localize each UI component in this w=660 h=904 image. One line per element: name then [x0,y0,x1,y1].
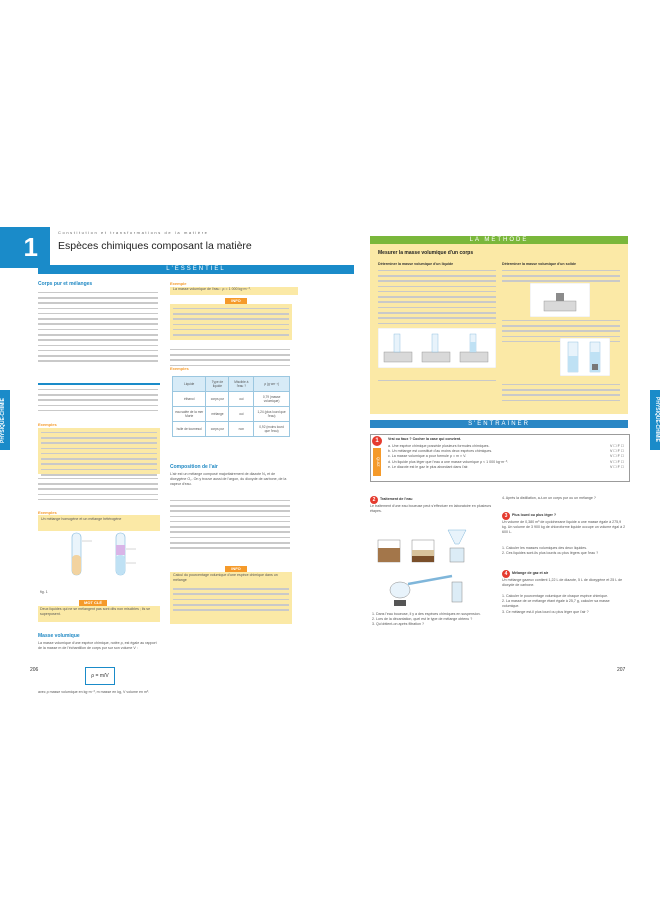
beaker-mud [378,540,400,562]
chapter-label: Constitution et transformations de la matière [58,230,209,235]
water-treatment-figure [372,520,492,612]
exercise-2-number: 2 [370,496,378,504]
vf-checkbox[interactable]: V ☐ F ☐ [609,449,624,454]
text-lines-2 [38,385,158,415]
method-right-title: Déterminer la masse volumique d'un solide [502,262,576,266]
method-balances [378,328,496,368]
list-item: a. Une espèce chimique possède plusieurs formules chimiques. V ☐ F ☐ [388,444,624,448]
list-item: e. Le diazote est le gaz le plus abondant dans l'air. V ☐ F ☐ [388,464,624,469]
examples-label-2: Exemples [38,510,57,515]
list-item: 2. Lors de la décantation, quel est le type de mélange obtenu ? [372,617,473,622]
tube-2-layer-1 [116,545,125,555]
vf-checkbox[interactable]: V ☐ F ☐ [609,459,624,464]
massvol-text: La masse volumique d'une espèce chimique, notée ρ, est égale au rapport de la masse m de l'échantillon de corps pur sur son volume V : [38,641,157,651]
properties-table [172,376,290,437]
ex3-text: Un volume de 0,380 m³ de cyclohexane liquide a une masse égale à 275,9 kg. Un volume de 3 900 kg de chloroforme liquide occupe un volume égal à 2 600 L. [502,520,626,535]
list-item: 3. Qu'obtient-on après filtration ? [372,622,425,627]
exercise-1-number: 1 [372,436,382,446]
method-right-lines-3 [502,380,620,405]
table-row: eau salée de la mer Morte mélange oui 1,24 (plus lourd que l'eau) [173,407,290,422]
method-left-lines-2 [378,376,496,385]
th-rho: ρ (g·cm⁻³) [254,377,290,392]
ex4-text: Un mélange gazeux contient 1,22 L de diazote, 5 L de dioxygène et 25 L de dioxyde de carbone. [502,578,623,588]
ex2-questions [372,612,496,628]
info-box [170,304,292,340]
exercise-4-number: 4 [502,570,510,578]
ex1-items [388,444,624,470]
mixture-label: Un mélange homogène et un mélange hétérogène [41,517,122,521]
right-col-example-label: Exemple [170,281,187,286]
list-item: 1. Calculer le pourcentage volumique de chaque espèce chimique. [502,594,609,598]
entrainer-band: S'ENTRAÎNER [370,420,628,428]
text-lines-3 [38,474,158,504]
air-sub-box: Calcul du pourcentage volumique d'une espèce chimique dans un mélange [173,573,278,583]
list-item: 2. La masse de ce mélange étant égale à 25,7 g, calculer sa masse volumique. [502,599,610,609]
list-item: 1. Dans l'eau boueuse, il y a des espèces chimiques en suspension. [372,612,481,616]
list-item: c. La masse volumique a pour formule ρ = m × V. V ☐ F ☐ [388,454,624,459]
section-air: Composition de l'air [170,464,218,470]
examples-label: Exemples [38,422,57,427]
vf-checkbox[interactable]: V ☐ F ☐ [609,464,624,469]
list-item: 2. Ces liquides sont-ils plus lourds ou plus légers que l'eau ? [502,551,599,556]
table-row: huile de tournesol corps pur non 0,92 (moins lourd que l'eau) [173,422,290,437]
chapter-number: 1 [23,232,38,262]
vf-checkbox[interactable]: V ☐ F ☐ [609,454,624,459]
ex3-questions [502,546,626,556]
ex4-title: Mélange de gaz et air [512,571,549,575]
quiz-label: QUIZ [373,448,381,476]
vf-checkbox[interactable]: V ☐ F ☐ [609,444,624,448]
funnel [448,530,466,562]
air-calc-box [170,572,292,624]
formula-units: avec ρ masse volumique en kg·m⁻³, m masse en kg, V volume en m³. [38,690,150,694]
tube-1-liquid [72,555,81,575]
chapter-title: Espèces chimiques composant la matière [58,240,252,252]
examples-label-3: Exemples [170,366,189,371]
side-tab-right: PHYSIQUE-CHIMIE [650,390,660,450]
solid-balance [530,283,590,317]
list-item: d. Un liquide plus léger que l'eau a une masse volumique ρ < 1 000 kg·m⁻³. V ☐ F ☐ [388,459,624,464]
table-row: éthanol corps pur oui 0,79 (masse volumique) [173,392,290,407]
method-title: Mesurer la masse volumique d'un corps [378,250,474,256]
figure-caption: fig. 1 [40,590,48,594]
ex2-right-question: 4. Après la distillation, a-t-on un corps pur ou un mélange ? [502,496,596,500]
beaker-decant [412,540,434,562]
list-item: 1. Calculer les masses volumiques des deux liquides. [502,546,588,550]
ex2-title: Traitement de l'eau [380,497,413,501]
air-text: L'air est un mélange composé majoritairement de diazote N₂ et de dioxygène O₂. On y trouve aussi de l'argon, du dioxyde de carbone, de la vapeur d'eau. [170,472,287,487]
text-lines-5 [170,496,290,553]
list-item: 3. Ce mélange est-il plus lourd ou plus léger que l'air ? [502,609,589,614]
section-masse-volumique: Masse volumique [38,633,80,639]
distillation-setup [390,576,462,606]
exercise-3-number: 3 [502,512,510,520]
methode-band: LA MÉTHODE [370,236,628,244]
ex1-title: Vrai ou faux ? Cocher la case qui convient. [388,437,462,441]
essentiel-band: L'ESSENTIEL [38,265,354,274]
page-number-right: 207 [617,667,626,673]
th-type: Type de liquide [206,377,229,392]
ex4-questions [502,594,626,615]
chapter-number-block [0,227,50,268]
right-col-example: La masse volumique de l'eau : ρ = 1 000 kg·m⁻³. [170,287,298,295]
section-corps-pur: Corps pur et mélanges [38,281,93,287]
text-lines-1 [38,288,158,366]
th-miscible: Miscible à l'eau ? [229,377,254,392]
info-label: INFO [225,298,247,304]
list-item: b. Un mélange est constitué d'au moins deux espèces chimiques. V ☐ F ☐ [388,449,624,454]
info-label-2: INFO [225,566,247,572]
ex2-text: Le traitement d'une eau boueuse peut s'effectuer en laboratoire en plusieurs étapes. [370,504,492,514]
mot-cle-label: MOT CLÉ [79,600,107,606]
method-left-lines [378,266,496,333]
graduated-cylinders [560,338,610,376]
th-liquide: Liquide [173,377,206,392]
ex3-title: Plus lourd ou plus léger ? [512,513,557,517]
formula-box: ρ = m/V [85,667,115,685]
mot-cle-text: Deux liquides qui ne se mélangent pas sont dits non miscibles ; ils se superposent. [38,606,160,622]
page-number-left: 206 [30,667,39,673]
tube-2-layer-2 [116,555,125,575]
method-left-title: Déterminer la masse volumique d'un liquide [378,262,454,266]
examples-box [38,428,160,474]
side-tab-left: PHYSIQUE-CHIMIE [0,390,10,450]
